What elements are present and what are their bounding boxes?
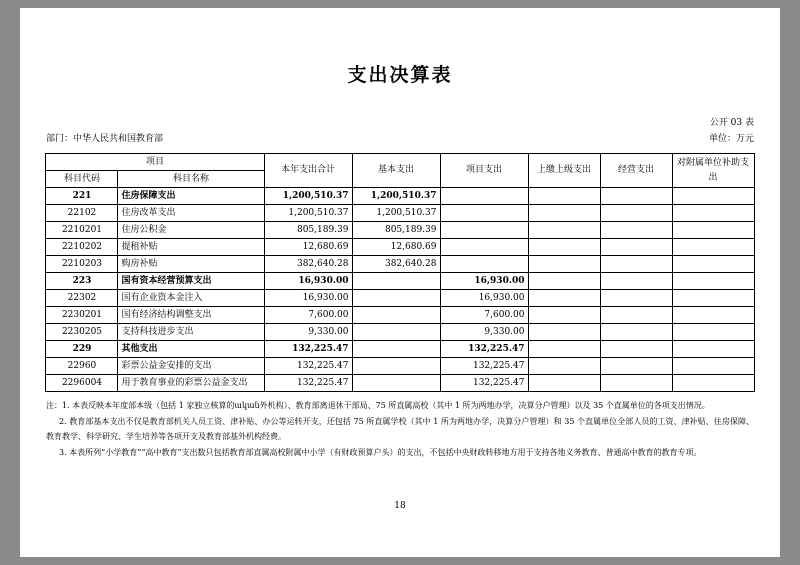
cell-project: 16,930.00 bbox=[440, 273, 528, 290]
cell-project: 16,930.00 bbox=[440, 290, 528, 307]
cell-upper-level bbox=[528, 273, 600, 290]
cell-project: 7,600.00 bbox=[440, 307, 528, 324]
cell-subsidy bbox=[672, 222, 754, 239]
cell-name: 住房公积金 bbox=[118, 222, 264, 239]
document-page bbox=[20, 8, 780, 557]
cell-subsidy bbox=[672, 341, 754, 358]
cell-total: 132,225.47 bbox=[264, 341, 352, 358]
cell-code: 2230205 bbox=[46, 324, 118, 341]
cell-code: 221 bbox=[46, 188, 118, 205]
cell-upper-level bbox=[528, 188, 600, 205]
table-body bbox=[46, 188, 754, 392]
header-basic: 基本支出 bbox=[352, 154, 440, 188]
cell-name: 提租补贴 bbox=[118, 239, 264, 256]
cell-project bbox=[440, 222, 528, 239]
cell-upper-level bbox=[528, 341, 600, 358]
cell-code: 2296004 bbox=[46, 375, 118, 392]
cell-project bbox=[440, 256, 528, 273]
cell-total: 1,200,510.37 bbox=[264, 205, 352, 222]
cell-name: 国有资本经营预算支出 bbox=[118, 273, 264, 290]
cell-name: 彩票公益金安排的支出 bbox=[118, 358, 264, 375]
cell-basic bbox=[352, 273, 440, 290]
cell-upper-level bbox=[528, 290, 600, 307]
header-name: 科目名称 bbox=[118, 171, 264, 188]
cell-operating bbox=[600, 358, 672, 375]
document-meta bbox=[20, 115, 780, 149]
cell-total: 805,189.39 bbox=[264, 222, 352, 239]
cell-total: 132,225.47 bbox=[264, 375, 352, 392]
cell-code: 2210203 bbox=[46, 256, 118, 273]
cell-basic bbox=[352, 307, 440, 324]
header-upper-level: 上缴上级支出 bbox=[528, 154, 600, 188]
table-row bbox=[46, 341, 754, 358]
cell-project: 132,225.47 bbox=[440, 341, 528, 358]
table-row bbox=[46, 239, 754, 256]
cell-upper-level bbox=[528, 358, 600, 375]
header-total: 本年支出合计 bbox=[264, 154, 352, 188]
cell-upper-level bbox=[528, 307, 600, 324]
cell-name: 购房补贴 bbox=[118, 256, 264, 273]
cell-operating bbox=[600, 205, 672, 222]
department-label: 部门：中华人民共和国教育部 bbox=[46, 134, 164, 144]
cell-subsidy bbox=[672, 307, 754, 324]
cell-code: 22960 bbox=[46, 358, 118, 375]
cell-code: 223 bbox=[46, 273, 118, 290]
cell-operating bbox=[600, 256, 672, 273]
unit-label: 单位：万元 bbox=[708, 134, 754, 144]
cell-subsidy bbox=[672, 358, 754, 375]
cell-subsidy bbox=[672, 188, 754, 205]
cell-basic: 805,189.39 bbox=[352, 222, 440, 239]
cell-project bbox=[440, 188, 528, 205]
table-row bbox=[46, 256, 754, 273]
cell-code: 229 bbox=[46, 341, 118, 358]
header-code: 科目代码 bbox=[46, 171, 118, 188]
expenditure-table bbox=[45, 153, 754, 392]
cell-subsidy bbox=[672, 375, 754, 392]
cell-subsidy bbox=[672, 239, 754, 256]
cell-project: 132,225.47 bbox=[440, 375, 528, 392]
cell-project bbox=[440, 205, 528, 222]
header-operating: 经营支出 bbox=[600, 154, 672, 188]
table-row bbox=[46, 205, 754, 222]
cell-project: 132,225.47 bbox=[440, 358, 528, 375]
cell-basic: 382,640.28 bbox=[352, 256, 440, 273]
cell-basic: 12,680.69 bbox=[352, 239, 440, 256]
cell-code: 2230201 bbox=[46, 307, 118, 324]
page-number: 18 bbox=[394, 501, 406, 511]
cell-basic: 1,200,510.37 bbox=[352, 205, 440, 222]
header-item-group: 项目 bbox=[46, 154, 264, 171]
cell-total: 382,640.28 bbox=[264, 256, 352, 273]
table-header-row-1 bbox=[46, 154, 754, 171]
cell-upper-level bbox=[528, 256, 600, 273]
cell-upper-level bbox=[528, 324, 600, 341]
cell-operating bbox=[600, 273, 672, 290]
cell-name: 国有企业资本金注入 bbox=[118, 290, 264, 307]
table-row bbox=[46, 324, 754, 341]
cell-code: 22302 bbox=[46, 290, 118, 307]
cell-total: 9,330.00 bbox=[264, 324, 352, 341]
form-meta bbox=[709, 115, 754, 147]
cell-code: 22102 bbox=[46, 205, 118, 222]
table-row bbox=[46, 222, 754, 239]
cell-upper-level bbox=[528, 205, 600, 222]
cell-name: 住房保障支出 bbox=[118, 188, 264, 205]
cell-total: 1,200,510.37 bbox=[264, 188, 352, 205]
cell-operating bbox=[600, 188, 672, 205]
cell-basic: 1,200,510.37 bbox=[352, 188, 440, 205]
table-row bbox=[46, 307, 754, 324]
cell-basic bbox=[352, 341, 440, 358]
cell-total: 132,225.47 bbox=[264, 358, 352, 375]
header-subsidy: 对附属单位补助支出 bbox=[672, 154, 754, 188]
cell-name: 其他支出 bbox=[118, 341, 264, 358]
cell-subsidy bbox=[672, 256, 754, 273]
header-project: 项目支出 bbox=[440, 154, 528, 188]
table-row bbox=[46, 273, 754, 290]
note-paragraph: 注：1. 本表反映本年度部本级（包括 1 家独立核算的ական外机构）、教育部离退休干部局、75 所直属高校（其中 1 所为两地办学，决算分户管理）以及 35 个直属单位的各项支出情况。 bbox=[46, 401, 710, 410]
table-row bbox=[46, 188, 754, 205]
cell-project bbox=[440, 239, 528, 256]
cell-total: 16,930.00 bbox=[264, 290, 352, 307]
cell-name: 支持科技进步支出 bbox=[118, 324, 264, 341]
cell-upper-level bbox=[528, 375, 600, 392]
cell-basic bbox=[352, 324, 440, 341]
cell-operating bbox=[600, 239, 672, 256]
cell-basic bbox=[352, 375, 440, 392]
note-paragraph: 3. 本表所列“小学教育”“高中教育”支出数只包括教育部直属高校附属中小学（有财政预算户头）的支出，不包括中央财政转移地方用于支持各地义务教育、普通高中教育的教育专项。 bbox=[59, 448, 702, 457]
cell-subsidy bbox=[672, 290, 754, 307]
cell-subsidy bbox=[672, 324, 754, 341]
note-paragraph: 2. 教育部基本支出不仅是教育部机关人员工资、津补贴、办公等运转开支，还包括 75 所直属学校（其中 1 所为两地办学，决算分户管理）和 35 个直属单位全部人员的工资、津补贴、住房保障、教育教学、科学研究、学生培养等各项开支及教育部基外机构经费。 bbox=[46, 417, 754, 441]
cell-total: 12,680.69 bbox=[264, 239, 352, 256]
cell-operating bbox=[600, 307, 672, 324]
table-notes bbox=[46, 398, 754, 460]
cell-basic bbox=[352, 358, 440, 375]
cell-name: 用于教育事业的彩票公益金支出 bbox=[118, 375, 264, 392]
cell-total: 16,930.00 bbox=[264, 273, 352, 290]
cell-name: 住房改革支出 bbox=[118, 205, 264, 222]
cell-project: 9,330.00 bbox=[440, 324, 528, 341]
form-number: 公开 03 表 bbox=[709, 118, 754, 128]
cell-basic bbox=[352, 290, 440, 307]
cell-operating bbox=[600, 290, 672, 307]
cell-upper-level bbox=[528, 239, 600, 256]
cell-operating bbox=[600, 222, 672, 239]
cell-code: 2210202 bbox=[46, 239, 118, 256]
cell-operating bbox=[600, 375, 672, 392]
table-row bbox=[46, 290, 754, 307]
cell-operating bbox=[600, 341, 672, 358]
cell-subsidy bbox=[672, 205, 754, 222]
cell-operating bbox=[600, 324, 672, 341]
cell-upper-level bbox=[528, 222, 600, 239]
cell-name: 国有经济结构调整支出 bbox=[118, 307, 264, 324]
cell-subsidy bbox=[672, 273, 754, 290]
cell-code: 2210201 bbox=[46, 222, 118, 239]
table-row bbox=[46, 358, 754, 375]
page-title: 支出决算表 bbox=[347, 64, 453, 86]
table-row bbox=[46, 375, 754, 392]
cell-total: 7,600.00 bbox=[264, 307, 352, 324]
